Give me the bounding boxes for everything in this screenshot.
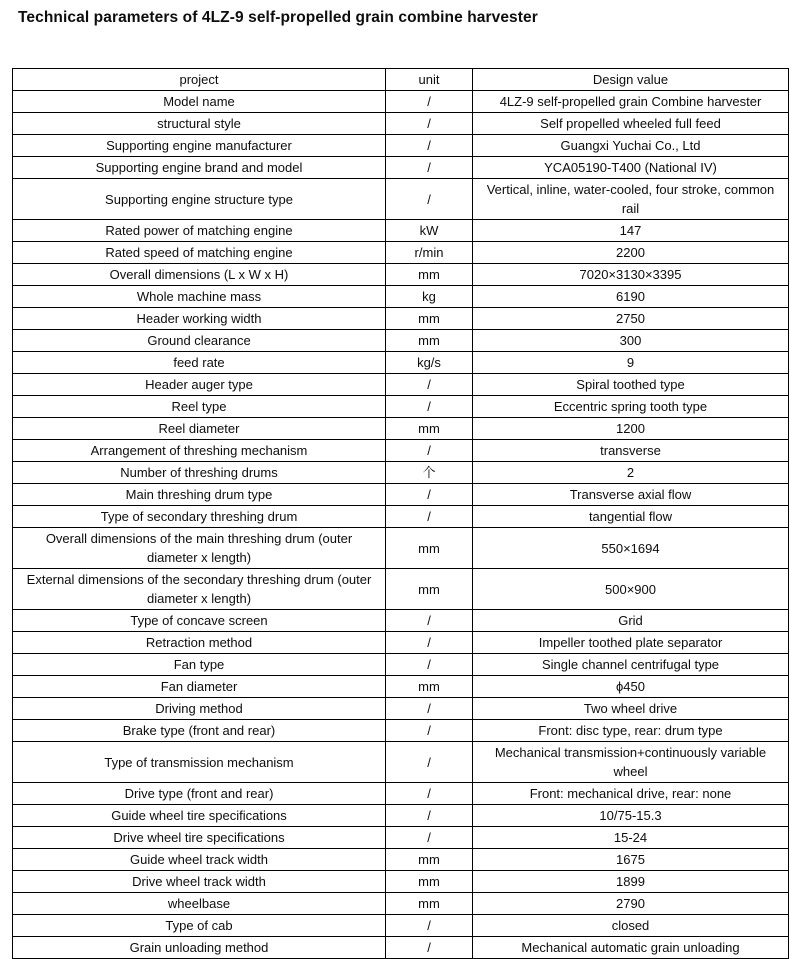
cell-unit: mm: [386, 569, 473, 610]
cell-design-value: transverse: [473, 440, 789, 462]
cell-unit: /: [386, 915, 473, 937]
cell-unit: /: [386, 783, 473, 805]
cell-design-value: 2790: [473, 893, 789, 915]
table-row: [13, 610, 789, 632]
cell-unit: kg: [386, 286, 473, 308]
cell-unit: /: [386, 720, 473, 742]
cell-project: Supporting engine brand and model: [13, 157, 386, 179]
table-row: [13, 484, 789, 506]
table-row: [13, 396, 789, 418]
table-row: [13, 308, 789, 330]
cell-design-value: YCA05190-T400 (National IV): [473, 157, 789, 179]
cell-project: Drive type (front and rear): [13, 783, 386, 805]
cell-project: Whole machine mass: [13, 286, 386, 308]
table-row: [13, 528, 789, 569]
table-row: [13, 893, 789, 915]
cell-design-value: closed: [473, 915, 789, 937]
table-row: [13, 157, 789, 179]
cell-project: Number of threshing drums: [13, 462, 386, 484]
table-row: [13, 135, 789, 157]
cell-design-value: 2200: [473, 242, 789, 264]
table-row: [13, 569, 789, 610]
table-row: [13, 506, 789, 528]
table-row: [13, 783, 789, 805]
cell-unit: mm: [386, 418, 473, 440]
cell-unit: mm: [386, 528, 473, 569]
cell-design-value: 15-24: [473, 827, 789, 849]
cell-project: Drive wheel track width: [13, 871, 386, 893]
cell-project: Type of transmission mechanism: [13, 742, 386, 783]
cell-unit: /: [386, 135, 473, 157]
cell-design-value: Front: disc type, rear: drum type: [473, 720, 789, 742]
cell-design-value: 2: [473, 462, 789, 484]
cell-unit: /: [386, 742, 473, 783]
table-row: [13, 91, 789, 113]
cell-unit: /: [386, 827, 473, 849]
table-row: [13, 915, 789, 937]
cell-design-value: 1675: [473, 849, 789, 871]
cell-project: Reel type: [13, 396, 386, 418]
cell-project: Supporting engine structure type: [13, 179, 386, 220]
cell-design-value: Transverse axial flow: [473, 484, 789, 506]
table-row: [13, 632, 789, 654]
cell-unit: mm: [386, 871, 473, 893]
cell-project: External dimensions of the secondary threshing drum (outer diameter x length): [13, 569, 386, 610]
cell-project: Guide wheel tire specifications: [13, 805, 386, 827]
table-row: [13, 742, 789, 783]
cell-unit: mm: [386, 308, 473, 330]
cell-project: Fan type: [13, 654, 386, 676]
cell-unit: /: [386, 440, 473, 462]
cell-unit: /: [386, 937, 473, 959]
cell-design-value: 147: [473, 220, 789, 242]
cell-project: Fan diameter: [13, 676, 386, 698]
table-row: [13, 462, 789, 484]
cell-project: Type of cab: [13, 915, 386, 937]
table-row: [13, 330, 789, 352]
cell-project: Arrangement of threshing mechanism: [13, 440, 386, 462]
cell-design-value: 2750: [473, 308, 789, 330]
cell-unit: /: [386, 179, 473, 220]
cell-design-value: 500×900: [473, 569, 789, 610]
cell-project: Model name: [13, 91, 386, 113]
cell-unit: mm: [386, 676, 473, 698]
cell-unit: mm: [386, 893, 473, 915]
cell-unit: /: [386, 396, 473, 418]
cell-project: Header auger type: [13, 374, 386, 396]
cell-project: Reel diameter: [13, 418, 386, 440]
cell-design-value: Mechanical transmission+continuously variable wheel: [473, 742, 789, 783]
cell-design-value: 1899: [473, 871, 789, 893]
cell-unit: /: [386, 805, 473, 827]
cell-unit: /: [386, 632, 473, 654]
cell-design-value: 550×1694: [473, 528, 789, 569]
cell-unit: /: [386, 654, 473, 676]
cell-design-value: Self propelled wheeled full feed: [473, 113, 789, 135]
cell-design-value: Spiral toothed type: [473, 374, 789, 396]
cell-project: Overall dimensions of the main threshing drum (outer diameter x length): [13, 528, 386, 569]
cell-design-value: Single channel centrifugal type: [473, 654, 789, 676]
table-row: [13, 113, 789, 135]
table-row: [13, 676, 789, 698]
cell-design-value: 6190: [473, 286, 789, 308]
cell-design-value: 7020×3130×3395: [473, 264, 789, 286]
cell-design-value: Guangxi Yuchai Co., Ltd: [473, 135, 789, 157]
cell-unit: /: [386, 484, 473, 506]
cell-design-value: Front: mechanical drive, rear: none: [473, 783, 789, 805]
cell-unit: 个: [386, 462, 473, 484]
table-row: [13, 698, 789, 720]
cell-project: Type of concave screen: [13, 610, 386, 632]
cell-project: Drive wheel tire specifications: [13, 827, 386, 849]
cell-project: Overall dimensions (L x W x H): [13, 264, 386, 286]
table-row: [13, 242, 789, 264]
cell-design-value: 4LZ-9 self-propelled grain Combine harvester: [473, 91, 789, 113]
cell-design-value: Eccentric spring tooth type: [473, 396, 789, 418]
cell-project: Ground clearance: [13, 330, 386, 352]
table-row: [13, 264, 789, 286]
table-header-row: [13, 69, 789, 91]
column-header-design-value: Design value: [473, 69, 789, 91]
cell-unit: kW: [386, 220, 473, 242]
cell-design-value: 10/75-15.3: [473, 805, 789, 827]
cell-project: Retraction method: [13, 632, 386, 654]
cell-unit: r/min: [386, 242, 473, 264]
cell-project: structural style: [13, 113, 386, 135]
cell-design-value: 9: [473, 352, 789, 374]
cell-project: Supporting engine manufacturer: [13, 135, 386, 157]
cell-project: Rated power of matching engine: [13, 220, 386, 242]
cell-design-value: Vertical, inline, water-cooled, four stroke, common rail: [473, 179, 789, 220]
cell-unit: mm: [386, 330, 473, 352]
cell-unit: /: [386, 91, 473, 113]
cell-unit: /: [386, 506, 473, 528]
cell-project: Brake type (front and rear): [13, 720, 386, 742]
table-row: [13, 937, 789, 959]
table-row: [13, 871, 789, 893]
cell-unit: /: [386, 698, 473, 720]
cell-project: Type of secondary threshing drum: [13, 506, 386, 528]
table-row: [13, 720, 789, 742]
table-row: [13, 220, 789, 242]
cell-design-value: 300: [473, 330, 789, 352]
cell-design-value: 1200: [473, 418, 789, 440]
cell-project: Guide wheel track width: [13, 849, 386, 871]
table-row: [13, 440, 789, 462]
technical-parameters-table: [12, 68, 789, 959]
table-row: [13, 418, 789, 440]
table-row: [13, 654, 789, 676]
cell-design-value: tangential flow: [473, 506, 789, 528]
cell-design-value: ϕ450: [473, 676, 789, 698]
cell-unit: /: [386, 113, 473, 135]
cell-unit: kg/s: [386, 352, 473, 374]
cell-unit: /: [386, 157, 473, 179]
cell-unit: mm: [386, 264, 473, 286]
cell-project: Driving method: [13, 698, 386, 720]
table-body: [13, 91, 789, 959]
table-row: [13, 179, 789, 220]
table-row: [13, 374, 789, 396]
cell-project: Grain unloading method: [13, 937, 386, 959]
page-title: Technical parameters of 4LZ-9 self-propelled grain combine harvester: [18, 9, 538, 26]
cell-unit: /: [386, 610, 473, 632]
cell-project: wheelbase: [13, 893, 386, 915]
cell-design-value: Impeller toothed plate separator: [473, 632, 789, 654]
cell-design-value: Mechanical automatic grain unloading: [473, 937, 789, 959]
table-row: [13, 849, 789, 871]
table-row: [13, 827, 789, 849]
cell-design-value: Grid: [473, 610, 789, 632]
column-header-unit: unit: [386, 69, 473, 91]
cell-project: Header working width: [13, 308, 386, 330]
cell-design-value: Two wheel drive: [473, 698, 789, 720]
cell-project: Rated speed of matching engine: [13, 242, 386, 264]
table-row: [13, 286, 789, 308]
cell-unit: /: [386, 374, 473, 396]
cell-project: feed rate: [13, 352, 386, 374]
cell-project: Main threshing drum type: [13, 484, 386, 506]
column-header-project: project: [13, 69, 386, 91]
cell-unit: mm: [386, 849, 473, 871]
table-row: [13, 805, 789, 827]
table-row: [13, 352, 789, 374]
